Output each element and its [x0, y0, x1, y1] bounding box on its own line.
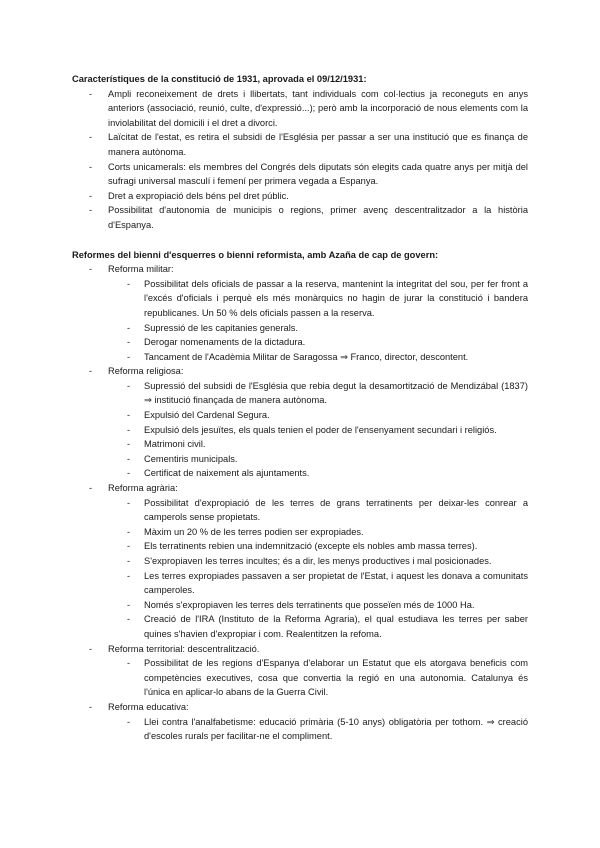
reform-title: Reforma agrària:	[108, 483, 178, 494]
reform-items	[72, 496, 528, 642]
list-item: - Supressió de les capitanies generals.	[72, 321, 528, 336]
reforms-list	[72, 262, 528, 744]
reform-items	[72, 715, 528, 744]
list-item: - Possibilitat d'expropiació de les terres de grans terratinents per deixar-les conrear a camperols sense propietats.	[72, 496, 528, 525]
reform-religious	[72, 364, 528, 481]
list-item: - Ampli reconeixement de drets i llibertats, tant individuals com col·lectius ja reconeguts en anys anteriors (associació, reunió, culte, d'expressió...); però amb la incorporació de nous elements com la inviolabilitat del domicili i el dret a divorci.	[72, 87, 528, 131]
list-item: - Cementiris municipals.	[72, 452, 528, 467]
list-item: - Llei contra l'analfabetisme: educació primària (5-10 anys) obligatòria per tothom. ⇒ creació d'escoles rurals per facilitar-ne el compliment.	[72, 715, 528, 744]
reform-items	[72, 277, 528, 365]
list-item: - Possibilitat d'autonomia de municipis o regions, primer avenç descentralitzador a la història d'Espanya.	[72, 203, 528, 232]
reform-items	[72, 379, 528, 481]
reform-title: Reforma religiosa:	[108, 366, 184, 377]
list-item: - Supressió del subsidi de l'Església que rebia degut la desamortització de Mendizábal (1837) ⇒ institució finançada de manera autònoma.	[72, 379, 528, 408]
list-item: - Certificat de naixement als ajuntaments.	[72, 466, 528, 481]
reform-educational	[72, 700, 528, 744]
list-item: - Els terratinents rebien una indemnització (excepte els nobles amb massa terres).	[72, 539, 528, 554]
document-page	[72, 72, 528, 744]
list-item: - Creació de l'IRA (Instituto de la Reforma Agraria), el qual estudiava les terres per saber quines s'havien d'expropiar i com. Realentitzen la refoma.	[72, 612, 528, 641]
list-item: - Dret a expropiació dels béns pel dret públic.	[72, 189, 528, 204]
list-item: - Tancament de l'Acadèmia Militar de Saragossa ⇒ Franco, director, descontent.	[72, 350, 528, 365]
reform-title: Reforma territorial: descentralització.	[108, 643, 260, 654]
list-item: - Expulsió del Cardenal Segura.	[72, 408, 528, 423]
list-item: - Possibilitat de les regions d'Espanya d'elaborar un Estatut que els atorgava beneficis com competències executives, cosa que convertia la regió en una autonomia. Catalunya és l'única en aplicar-lo abans de la Guerra Civil.	[72, 656, 528, 700]
list-item: - Corts unicamerals: els membres del Congrés dels diputats són elegits cada quatre anys per mitjà del sufragi universal masculí i femení per primera vegada a Espanya.	[72, 160, 528, 189]
list-item: - Possibilitat dels oficials de passar a la reserva, mantenint la integritat del sou, per fer front a l'excés d'oficials i perquè els més monàrquics no hagin de jurar la constitució i bandera republicanes. Un 50 % dels oficials passen a la reserva.	[72, 277, 528, 321]
list-item: - Laïcitat de l'estat, es retira el subsidi de l'Església per passar a ser una institució que es finança de manera autònoma.	[72, 130, 528, 159]
list-item: - Derogar nomenaments de la dictadura.	[72, 335, 528, 350]
constitution-heading: Característiques de la constitució de 1931, aprovada el 09/12/1931:	[72, 74, 367, 84]
list-item: - Matrimoni civil.	[72, 437, 528, 452]
list-item: - Expulsió dels jesuïtes, els quals tenien el poder de l'ensenyament secundari i religiós.	[72, 423, 528, 438]
reform-territorial	[72, 642, 528, 700]
list-item: - Les terres expropiades passaven a ser propietat de l'Estat, i aquest les donava a comunitats camperoles.	[72, 569, 528, 598]
reform-agrarian	[72, 481, 528, 642]
reform-items	[72, 656, 528, 700]
reform-military	[72, 262, 528, 364]
list-item: - S'expropiaven les terres incultes; és a dir, les menys productives i mal posicionades.	[72, 554, 528, 569]
constitution-list	[72, 87, 528, 233]
reforms-heading: Reformes del bienni d'esquerres o bienni reformista, amb Azaña de cap de govern:	[72, 249, 439, 260]
reform-title: Reforma educativa:	[108, 701, 189, 712]
list-item: - Màxim un 20 % de les terres podien ser expropiades.	[72, 525, 528, 540]
reform-title: Reforma militar:	[108, 264, 174, 275]
list-item: - Només s'expropiaven les terres dels terratinents que posseïen més de 1000 Ha.	[72, 598, 528, 613]
